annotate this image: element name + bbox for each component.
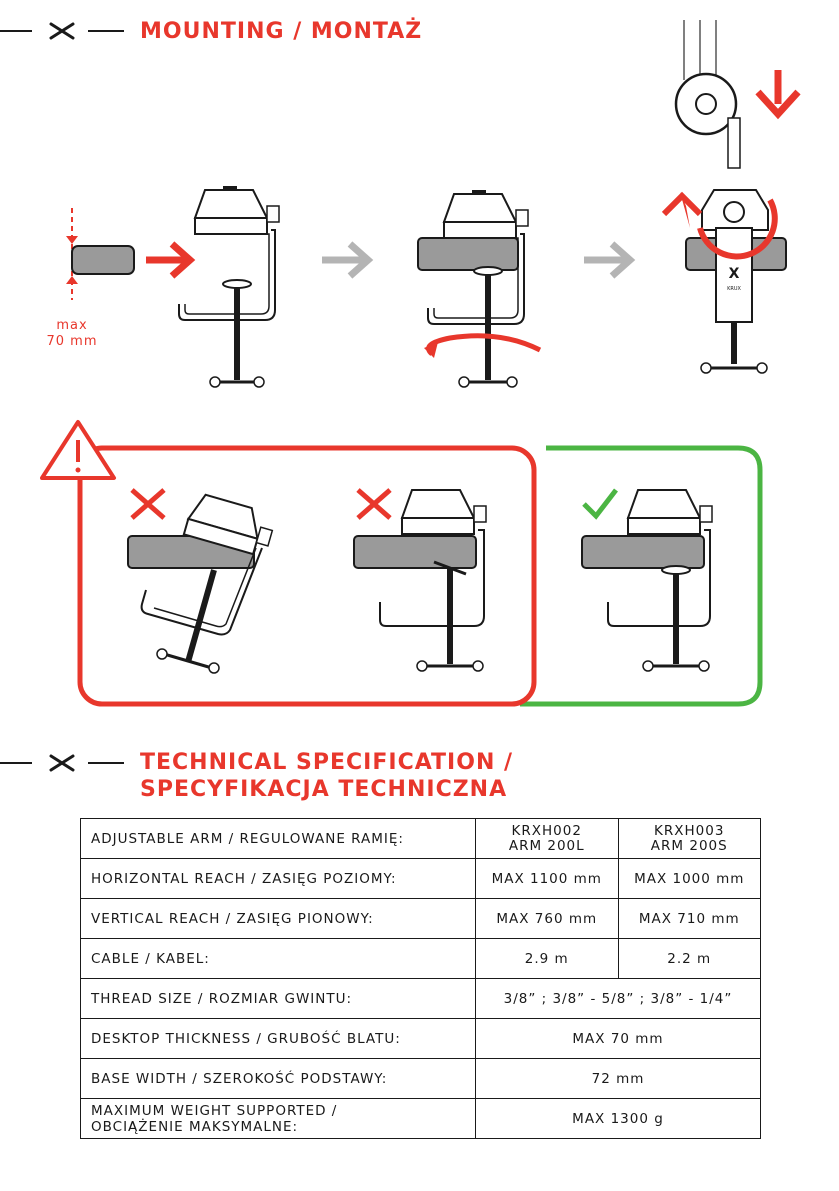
row-label: THREAD SIZE / ROZMIAR GWINTU:	[81, 979, 476, 1019]
max-thickness-label	[40, 318, 104, 350]
model-1-cell	[476, 819, 619, 859]
max-label-line1: max	[56, 318, 88, 333]
step-3-arm-attach	[664, 20, 798, 373]
row-label: DESKTOP THICKNESS / GRUBOŚĆ BLATU:	[81, 1019, 476, 1059]
row-label	[81, 1099, 476, 1139]
grey-arrow-1	[322, 244, 368, 276]
header-rule-right	[88, 762, 124, 764]
spec-title	[140, 749, 513, 803]
row-value-shared: 3/8” ; 3/8” - 5/8” ; 3/8” - 1/4”	[476, 979, 761, 1019]
header-label: ADJUSTABLE ARM / REGULOWANE RAMIĘ:	[81, 819, 476, 859]
table-row	[81, 979, 761, 1019]
row-value-model-1: MAX 1100 mm	[476, 859, 619, 899]
krux-x-icon	[48, 754, 76, 772]
row-label-line1: MAXIMUM WEIGHT SUPPORTED /	[91, 1102, 338, 1119]
model-2-code: KRXH003	[654, 822, 725, 839]
model-1-name: ARM 200L	[508, 837, 585, 854]
table-row	[81, 1059, 761, 1099]
table-row	[81, 899, 761, 939]
row-value-shared: MAX 70 mm	[476, 1019, 761, 1059]
row-value-shared: 72 mm	[476, 1059, 761, 1099]
step-1-clamp	[179, 186, 279, 387]
check-icon	[584, 490, 616, 516]
row-label: BASE WIDTH / SZEROKOŚĆ PODSTAWY:	[81, 1059, 476, 1099]
row-label-line2: OBCIĄŻENIE MAKSYMALNE:	[91, 1118, 299, 1135]
wrong-cross-icon	[132, 490, 164, 518]
step-2-clamp	[418, 190, 540, 387]
header-rule-left	[0, 762, 32, 764]
correct-example	[582, 490, 712, 671]
max-label-line2: 70 mm	[46, 334, 98, 349]
model-2-cell	[618, 819, 761, 859]
row-value-model-2: MAX 1000 mm	[618, 859, 761, 899]
row-label: CABLE / KABEL:	[81, 939, 476, 979]
table-row	[81, 1099, 761, 1139]
spec-table	[80, 818, 761, 1139]
spec-title-line1: TECHNICAL SPECIFICATION /	[140, 750, 514, 775]
wrong-example-2	[354, 490, 486, 671]
row-value-model-1: 2.9 m	[476, 939, 619, 979]
row-value-shared: MAX 1300 g	[476, 1099, 761, 1139]
wrong-example-1	[128, 490, 277, 673]
table-row	[81, 859, 761, 899]
row-value-model-2: MAX 710 mm	[618, 899, 761, 939]
wrong-cross-icon	[358, 490, 390, 518]
table-row	[81, 1019, 761, 1059]
row-label: HORIZONTAL REACH / ZASIĘG POZIOMY:	[81, 859, 476, 899]
clamp-logo: X	[728, 266, 740, 282]
table-header-row	[81, 819, 761, 859]
clamp-logo-text: KRUX	[727, 286, 741, 292]
row-value-model-1: MAX 760 mm	[476, 899, 619, 939]
row-value-model-2: 2.2 m	[618, 939, 761, 979]
grey-arrow-2	[584, 244, 630, 276]
step-1-desk-thickness	[66, 208, 190, 300]
row-label: VERTICAL REACH / ZASIĘG PIONOWY:	[81, 899, 476, 939]
mounting-title: MOUNTING / MONTAŻ	[140, 19, 423, 44]
model-2-name: ARM 200S	[650, 837, 728, 854]
table-row	[81, 939, 761, 979]
model-1-code: KRXH002	[511, 822, 582, 839]
spec-title-line2: SPECYFIKACJA TECHNICZNA	[140, 777, 508, 802]
